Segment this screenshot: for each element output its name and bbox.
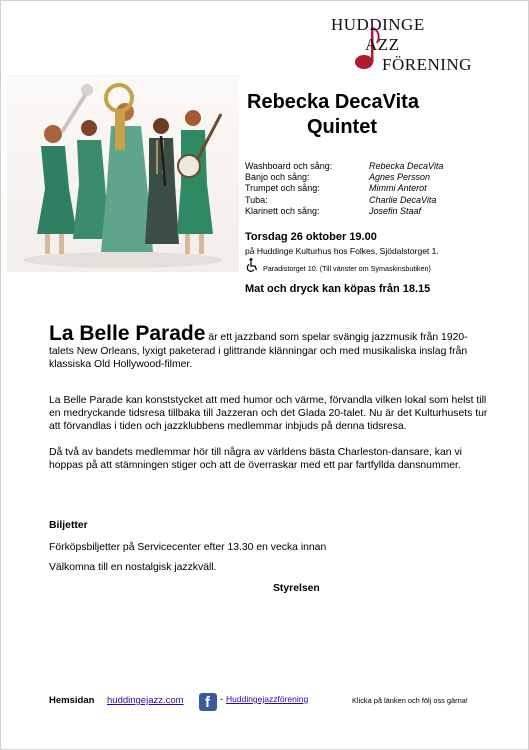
- member-row: [245, 172, 485, 183]
- member-row: [245, 183, 485, 194]
- website-link[interactable]: huddingejazz.com: [107, 695, 184, 706]
- huddinge-jazz-logo: [331, 15, 471, 77]
- member-role: Tuba:: [245, 194, 268, 205]
- member-role: Klarinett och sång:: [245, 205, 320, 216]
- website-label: Hemsidan: [49, 695, 95, 706]
- accessibility-note: Paradistorget 10. (Till vänster om Symaskinsbutiken): [263, 264, 431, 273]
- member-name: Mimmi Anterot: [369, 183, 427, 194]
- band-title-line-2: Quintet: [307, 116, 377, 138]
- member-name: Charlie DecaVita: [369, 194, 437, 205]
- intro-text: är ett jazzband som spelar svängig jazzmusik från 1920-talets New Orleans, lyxigt paketerad i glittrande klänningar och med musikaliska inslag från klassiska Old Hollywood-filmer.: [49, 332, 468, 370]
- band-photo: [7, 74, 239, 272]
- logo-line-3: FÖRENING: [382, 55, 472, 74]
- logo-line-2: AZZ: [365, 35, 400, 54]
- event-venue: på Huddinge Kulturhus hos Folkes, Sjödalstorget 1.: [245, 246, 439, 256]
- logo-line-1: HUDDINGE: [331, 15, 425, 34]
- paragraph-3: Då två av bandets medlemmar hör till några av världens bästa Charleston-dansare, kan vi hoppas på att stämningen stiger och att de överraskar med ett par fartfyllda dansnummer.: [49, 447, 462, 471]
- facebook-separator: -: [220, 694, 224, 705]
- paragraph-2: La Belle Parade kan konststycket att med humor och värme, förvandla vilken lokal som helst till en medryckande tidsresa tillbaka till Jazzeran och det Glada 20-talet. Nu är det Kulturhusets tur att förvandlas i tiden och jazzklubbens medlemmar inbjuds på denna tidsresa.: [49, 395, 488, 432]
- member-name: Rebecka DecaVita: [369, 161, 444, 171]
- member-role: Trumpet och sång:: [245, 183, 320, 194]
- member-row: [245, 206, 485, 217]
- member-role: Washboard och sång:: [245, 161, 333, 171]
- band-title-line-1: Rebecka DecaVita: [247, 91, 419, 113]
- follow-cta: Klicka på länken och följ oss gärna!: [352, 696, 468, 705]
- member-list: [245, 161, 485, 217]
- food-info: Mat och dryck kan köpas från 18.15: [245, 283, 431, 295]
- facebook-letter: f: [205, 694, 210, 711]
- event-date: Torsdag 26 oktober 19.00: [245, 231, 377, 243]
- member-name: Agnes Persson: [369, 172, 431, 183]
- welcome-text: Välkomna till en nostalgisk jazzkväll.: [49, 562, 217, 573]
- signature: Styrelsen: [273, 583, 320, 594]
- intro-paragraph: [49, 323, 489, 371]
- member-row: [245, 161, 485, 172]
- tickets-heading: Biljetter: [49, 520, 88, 531]
- member-role: Banjo och sång:: [245, 172, 310, 183]
- wheelchair-icon: [246, 258, 258, 272]
- member-row: [245, 195, 485, 206]
- presale-info: Förköpsbiljetter på Servicecenter efter 13.30 en vecka innan: [49, 542, 327, 553]
- band-name-lead: La Belle Parade: [49, 322, 206, 345]
- facebook-icon[interactable]: [199, 693, 217, 711]
- member-name: Josefin Staaf: [369, 205, 422, 216]
- facebook-link[interactable]: Huddingejazzförening: [226, 694, 309, 704]
